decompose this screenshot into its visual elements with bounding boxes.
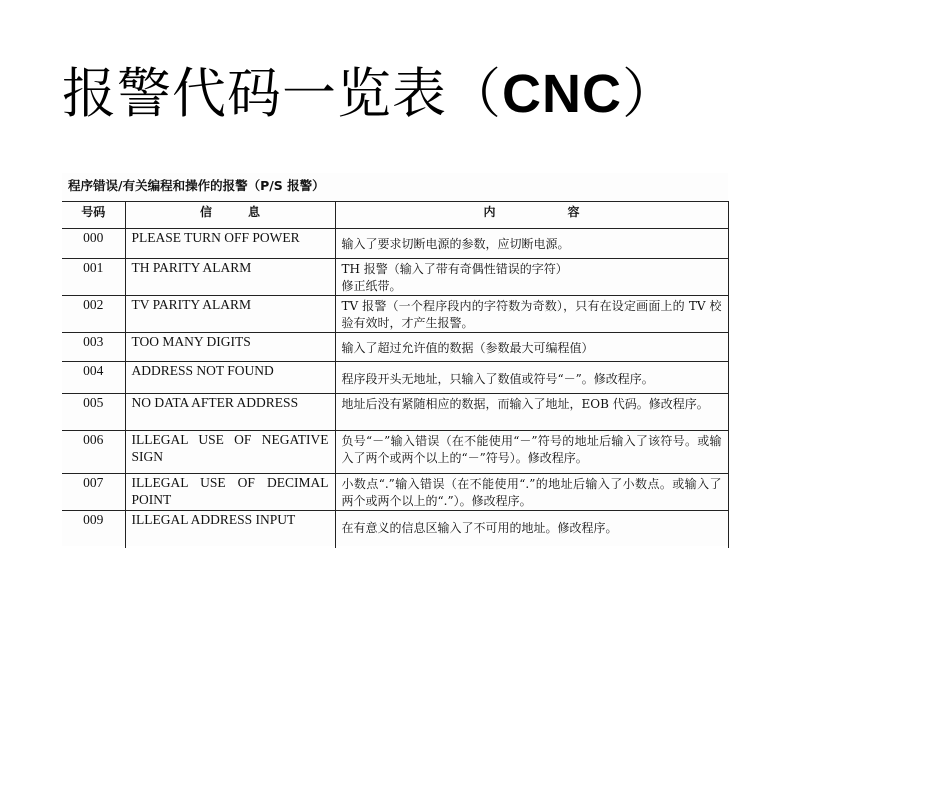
- alarm-code: 005: [62, 394, 125, 431]
- table-row: [62, 229, 728, 259]
- alarm-message: ILLEGAL USE OF NEGATIVE SIGN: [125, 431, 335, 474]
- table-row: [62, 394, 728, 431]
- alarm-table: [62, 201, 729, 548]
- alarm-table-image: [62, 173, 728, 546]
- table-row: [62, 511, 728, 548]
- alarm-message: TH PARITY ALARM: [125, 259, 335, 296]
- alarm-code: 002: [62, 296, 125, 333]
- alarm-message: ADDRESS NOT FOUND: [125, 362, 335, 394]
- alarm-message: ILLEGAL USE OF DECIMAL POINT: [125, 474, 335, 511]
- table-caption: 程序错误/有关编程和操作的报警（P/S 报警）: [68, 178, 325, 193]
- title-close: ）: [622, 62, 677, 125]
- alarm-description: 小数点“.”输入错误（在不能使用“.”的地址后输入了小数点。或输入了两个或两个以上的“.”）。修改程序。: [335, 474, 728, 511]
- alarm-code: 009: [62, 511, 125, 548]
- alarm-code: 001: [62, 259, 125, 296]
- alarm-description: 负号“－”输入错误（在不能使用“－”符号的地址后输入了该符号。或输入了两个或两个以上的“－”符号）。修改程序。: [335, 431, 728, 474]
- slide-title: [62, 58, 677, 130]
- header-info: 信 息: [125, 202, 335, 229]
- alarm-code: 003: [62, 333, 125, 362]
- header-content: 内 容: [335, 202, 728, 229]
- table-row: [62, 296, 728, 333]
- table-row: [62, 431, 728, 474]
- alarm-description: TV 报警（一个程序段内的字符数为奇数），只有在设定画面上的 TV 校验有效时，才产生报警。: [335, 296, 728, 333]
- alarm-description: TH 报警（输入了带有奇偶性错误的字符） 修正纸带。: [335, 259, 728, 296]
- alarm-code: 000: [62, 229, 125, 259]
- alarm-message: TOO MANY DIGITS: [125, 333, 335, 362]
- alarm-description: 地址后没有紧随相应的数据，而输入了地址，EOB 代码。修改程序。: [335, 394, 728, 431]
- alarm-code: 006: [62, 431, 125, 474]
- alarm-code: 007: [62, 474, 125, 511]
- alarm-message: PLEASE TURN OFF POWER: [125, 229, 335, 259]
- table-header-row: [62, 202, 728, 229]
- table-row: [62, 362, 728, 394]
- alarm-message: TV PARITY ALARM: [125, 296, 335, 333]
- alarm-description: 输入了超过允许值的数据（参数最大可编程值）: [335, 333, 728, 362]
- alarm-description: 输入了要求切断电源的参数，应切断电源。: [335, 229, 728, 259]
- table-row: [62, 259, 728, 296]
- alarm-description: 程序段开头无地址，只输入了数值或符号“－”。修改程序。: [335, 362, 728, 394]
- alarm-description: 在有意义的信息区输入了不可用的地址。修改程序。: [335, 511, 728, 548]
- title-text: 报警代码一览表（: [62, 62, 502, 125]
- table-row: [62, 474, 728, 511]
- header-code: 号码: [62, 202, 125, 229]
- title-latin: CNC: [502, 64, 622, 124]
- alarm-message: NO DATA AFTER ADDRESS: [125, 394, 335, 431]
- alarm-code: 004: [62, 362, 125, 394]
- table-row: [62, 333, 728, 362]
- alarm-message: ILLEGAL ADDRESS INPUT: [125, 511, 335, 548]
